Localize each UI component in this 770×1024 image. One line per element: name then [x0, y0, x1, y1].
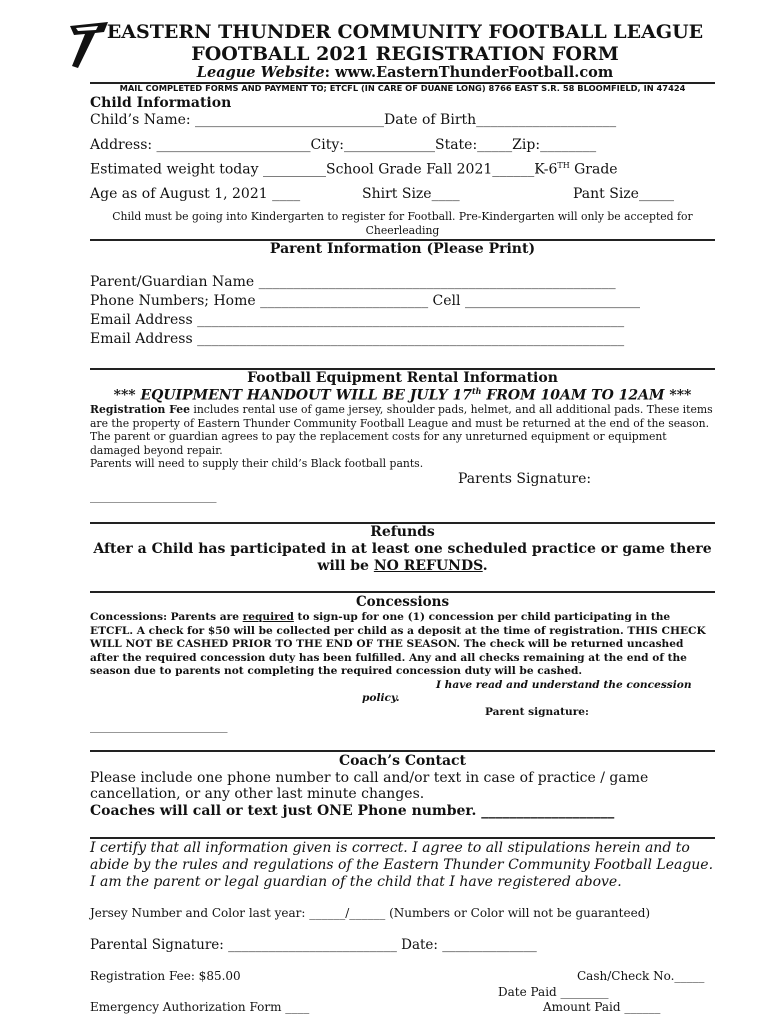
registration-fee-amount: Registration Fee: $85.00	[90, 969, 241, 983]
weight-grade-text: Estimated weight today _________School Grade Fall 2021______K-6	[90, 161, 558, 178]
jersey-line: Jersey Number and Color last year: ______/______ (Numbers or Color will not be guaranteed)	[90, 906, 651, 920]
league-website	[100, 64, 710, 81]
concessions-required: required	[242, 611, 294, 623]
date-paid: Date Paid ________	[498, 985, 609, 999]
parents-signature-label: Parents Signature:	[458, 471, 592, 487]
concession-read-line-1: I have read and understand the concession	[436, 679, 692, 691]
refunds-post: .	[482, 558, 488, 574]
certify-line-2: abide by the rules and regulations of the Eastern Thunder Community Football League.	[90, 857, 714, 873]
coach-rule	[90, 837, 715, 839]
equipment-heading: Football Equipment Rental Information	[247, 370, 558, 386]
fee-label: Registration Fee	[90, 403, 190, 416]
grade-tail: Grade	[569, 161, 618, 178]
email-line-1: Email Address _____________________________________________________________	[90, 312, 625, 328]
handout-time: FROM 10AM TO 12AM ***	[481, 387, 692, 404]
guardian-name-line: Parent/Guardian Name ___________________________________________________	[90, 274, 616, 290]
refunds-line-2	[90, 558, 715, 574]
black-pants-note: Parents will need to supply their child’s Black football pants.	[90, 457, 424, 470]
concessions-post: to sign-up for one (1) concession per child participating in the ETCFL. A check for $50 will be collected per child as a deposit at the time of registration. THIS CHECK WILL NOT BE CASHED PRIOR TO THE END OF THE SEASON. The check will be returned uncashed after the required concession duty has been fulfilled. Any and all checks remaining at the end of the season due to parents not completing the required concession duty will be cashed.	[90, 611, 706, 677]
concession-signature-label: Parent signature:	[485, 706, 589, 718]
coach-contact-heading: Coach’s Contact	[338, 753, 467, 769]
address-line: Address: ______________________City:_____________State:_____Zip:________	[90, 137, 597, 153]
refunds-rule	[90, 591, 715, 593]
no-refunds: NO REFUNDS	[373, 558, 483, 574]
form-title-line2: FOOTBALL 2021 REGISTRATION FORM	[191, 43, 619, 65]
handout-superscript: th	[471, 386, 482, 396]
child-name-dob-line: Child’s Name: ___________________________Date of Birth____________________	[90, 112, 617, 128]
coach-line-2: cancellation, or any other last minute changes.	[90, 786, 425, 802]
website-label: League Website	[196, 64, 325, 81]
certify-line-1: I certify that all information given is correct. I agree to all stipulations herein and to	[90, 840, 690, 856]
concessions-heading: Concessions	[355, 594, 450, 610]
refunds-line-1: After a Child has participated in at least one scheduled practice or game there	[93, 541, 712, 557]
child-info-heading: Child Information	[90, 95, 232, 111]
concessions-pre: Concessions: Parents are	[90, 611, 243, 623]
form-title-line1: EASTERN THUNDER COMMUNITY FOOTBALL LEAGUE	[106, 21, 704, 43]
shirt-size-field: Shirt Size____	[362, 186, 460, 202]
concession-read-line-2: policy.	[362, 692, 400, 704]
emergency-authorization: Emergency Authorization Form ____	[90, 1000, 310, 1014]
parents-signature-line[interactable]: _______________________	[90, 490, 217, 503]
coach-line-1: Please include one phone number to call and/or text in case of practice / game	[90, 770, 649, 786]
refunds-heading: Refunds	[370, 524, 435, 540]
age-field: Age as of August 1, 2021 ____	[90, 186, 301, 202]
mail-instructions: MAIL COMPLETED FORMS AND PAYMENT TO; ETCFL (IN CARE OF DUANE LONG) 8766 EAST S.R. 58 BLOOMFIELD, IN 47424	[119, 83, 686, 93]
cash-check-number: Cash/Check No._____	[577, 969, 705, 983]
parental-signature-line[interactable]: Parental Signature: _________________________ Date: ______________	[90, 937, 537, 953]
registration-fee-paragraph	[90, 403, 715, 457]
refunds-pre: will be	[317, 558, 374, 574]
concessions-rule	[90, 750, 715, 752]
website-url: : www.EasternThunderFootball.com	[324, 64, 614, 81]
certify-line-3: I am the parent or legal guardian of the child that I have registered above.	[90, 874, 622, 890]
grade-superscript: TH	[557, 161, 570, 170]
pant-size-field: Pant Size_____	[573, 186, 674, 202]
parent-info-heading: Parent Information (Please Print)	[269, 241, 536, 257]
fee-text: includes rental use of game jersey, shoulder pads, helmet, and all additional pads. These items are the property of Eastern Thunder Community Football League and must be returned at the end of the season. The parent or guardian agrees to pay the replacement costs for any unreturned equipment or equipment damaged beyond repair.	[90, 403, 713, 457]
email-line-2: Email Address _____________________________________________________________	[90, 331, 625, 347]
equipment-handout	[90, 386, 715, 404]
handout-text: *** EQUIPMENT HANDOUT WILL BE JULY 17	[113, 387, 472, 404]
concessions-paragraph	[90, 611, 715, 679]
coach-line-3: Coaches will call or text just ONE Phone number. ___________________	[90, 803, 615, 819]
weight-grade-line	[90, 161, 618, 178]
amount-paid: Amount Paid ______	[543, 1000, 661, 1014]
concession-signature-line[interactable]: _________________________	[90, 720, 228, 733]
kindergarten-note: Child must be going into Kindergarten to register for Football. Pre-Kindergarten will only be accepted for Cheerleading	[112, 210, 693, 237]
phone-numbers-line: Phone Numbers; Home ________________________ Cell _________________________	[90, 293, 640, 309]
